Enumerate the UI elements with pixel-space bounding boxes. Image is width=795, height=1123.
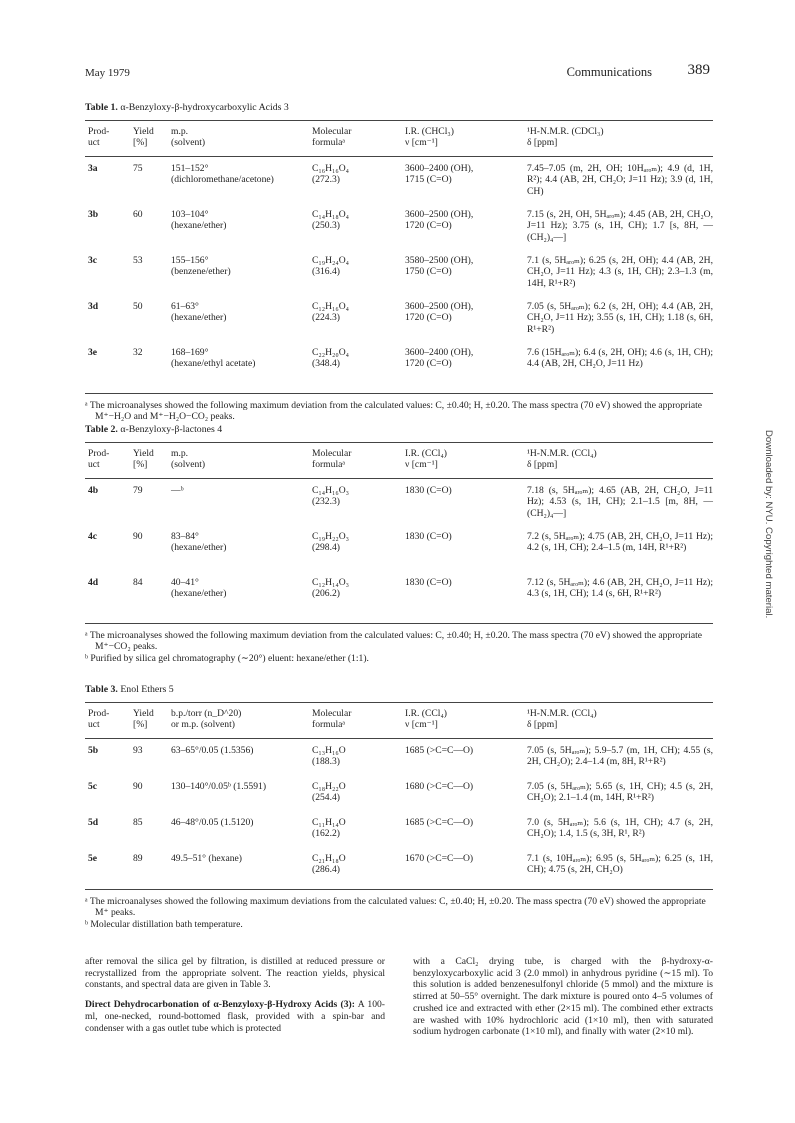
table-header-row [85,448,713,478]
table-body [85,157,713,393]
cell-mp: 155–156° (benzene/ether) [171,254,231,278]
cell-mp: 151–152° (dichloromethane/acetone) [171,162,274,186]
cell-mp: 49.5–51° (hexane) [171,852,242,864]
column-header: I.R. (CCl₄) ν [cm⁻¹] [405,447,447,471]
cell-id: 5e [88,852,98,864]
cell-yield: 93 [133,744,143,756]
body-paragraph [85,999,385,1034]
cell-formula: C₁₉H₂₂O₃ (298.4) [312,530,349,554]
table-caption [85,684,713,696]
cell-nmr: 7.05 (s, 5Hₐᵣₒₘ); 5.9–5.7 (m, 1H, CH); 4.55 (s, 2H, CH₂O); 2.4–1.4 (m, 8H, R¹+R²) [527,744,713,768]
column-header: Prod- uct [88,125,110,149]
cell-mp: 130–140°/0.05ᵇ (1.5591) [171,780,267,792]
cell-nmr: 7.1 (s, 10Hₐᵣₒₘ); 6.95 (s, 5Hₐᵣₒₘ); 6.25 (s, 1H, CH); 4.75 (s, 2H, CH₂O) [527,852,713,876]
table-caption [85,102,713,114]
table-row [85,817,713,853]
footnote: ᵃ The microanalyses showed the following maximum deviation from the calculated values: C, ±0.40; H, ±0.20. The mass spectra (70 eV) showed the appropriate M⁺−H₂O and M⁺−H₂O−CO₂ peaks. [85,399,703,423]
table-top-rule [85,442,713,443]
table-label: Table 2. [85,424,118,435]
cell-nmr: 7.05 (s, 5Hₐᵣₒₘ); 5.65 (s, 1H, CH); 4.5 (s, 2H, CH₂O); 2.1–1.4 (m, 14H, R¹+R²) [527,780,713,804]
cell-ir: 3600–2400 (OH), 1715 (C=O) [405,162,474,186]
cell-nmr: 7.1 (s, 5Hₐᵣₒₘ); 6.25 (s, 2H, OH); 4.4 (AB, 2H, CH₂O, J=11 Hz); 4.3 (s, 1H, CH); 2.3–1.3 (m, 14H, R¹+R²) [527,254,713,289]
table-3 [85,684,713,931]
table-row [85,209,713,255]
column-header: m.p. (solvent) [171,125,206,149]
table-footnotes [85,896,713,931]
cell-nmr: 7.2 (s, 5Hₐᵣₒₘ); 4.75 (AB, 2H, CH₂O, J=11 Hz); 4.2 (s, 1H, CH); 2.4–1.5 (m, 14H, R¹+R²) [527,530,713,554]
cell-ir: 3600–2500 (OH), 1720 (C=O) [405,208,474,232]
cell-mp: 168–169° (hexane/ethyl acetate) [171,346,256,370]
table-row [85,781,713,817]
table-row [85,485,713,531]
cell-id: 4d [88,576,99,588]
procedure-heading: Direct Dehydrocarbonation of α-Benzyloxy-β-Hydroxy Acids (3): [85,999,355,1011]
table-body [85,479,713,623]
procedure-text: A 100-ml, one-necked, round-bottomed flask, provided with a spin-bar and condenser with a gas outlet tube which is protected [85,999,386,1034]
table-label: Table 1. [85,102,118,113]
table-title: α-Benzyloxy-β-hydroxycarboxylic Acids 3 [120,102,289,113]
table-top-rule [85,120,713,121]
table-title: Enol Ethers 5 [120,684,174,695]
cell-ir: 1685 (>C=C—O) [405,816,474,828]
table-bottom-rule [85,393,713,394]
cell-ir: 1680 (>C=C—O) [405,780,474,792]
cell-yield: 90 [133,530,143,542]
cell-mp: 61–63° (hexane/ether) [171,300,227,324]
column-header: I.R. (CCl₄) ν [cm⁻¹] [405,707,447,731]
cell-ir: 1685 (>C=C—O) [405,744,474,756]
body-paragraph: with a CaCl₂ drying tube, is charged with the β-hydroxy-α-benzyloxycarboxylic acid 3 (2.0 mmol) in anhydrous pyridine (∼15 ml). To this solution is added benzenesulfonyl chloride (5 mmol) and the mixture is stirred at 50–55° overnight. The dark mixture is poured onto 4–5 volumes of crushed ice and extracted with ether (2×15 ml). The combined ether extracts are washed with 10% hydrochloric acid (1×10 ml), then with saturated sodium hydrogen carbonate (1×10 ml), and finally with water (2×10 ml). [413,956,713,1038]
cell-formula: C₁₂H₁₆O₄ (224.3) [312,300,349,324]
column-header: b.p./torr (n_D^20) or m.p. (solvent) [171,707,242,731]
cell-mp: 83–84° (hexane/ether) [171,530,227,554]
cell-ir: 3600–2400 (OH), 1720 (C=O) [405,346,474,370]
table-footnotes [85,400,713,424]
table-top-rule [85,702,713,703]
watermark-text: Downloaded by: NYU. Copyrighted material. [763,430,774,619]
table-header-row [85,708,713,738]
table-bottom-rule [85,889,713,890]
cell-id: 3e [88,346,98,358]
column-header: ¹H-N.M.R. (CCl₄) δ [ppm] [527,707,597,731]
cell-yield: 60 [133,208,143,220]
cell-ir: 3600–2500 (OH), 1720 (C=O) [405,300,474,324]
column-header: Molecular formulaᵃ [312,125,352,149]
table-row [85,531,713,577]
cell-yield: 79 [133,484,143,496]
header-section: Communications [566,65,652,79]
table-row [85,853,713,889]
table-footnotes [85,630,713,665]
footnote: ᵃ The microanalyses showed the following maximum deviation from the calculated values: C, ±0.40; H, ±0.20. The mass spectra (70 eV) showed the appropriate M⁺−CO₂ peaks. [85,629,703,653]
body-paragraph: after removal the silica gel by filtration, is distilled at reduced pressure or recrystallized from the appropriate solvent. The reaction yields, physical constants, and spectral data are given in Table 3. [85,956,385,991]
cell-formula: C₁₃H₁₆O (188.3) [312,744,346,768]
cell-formula: C₁₄H₁₈O₄ (250.3) [312,208,349,232]
header-date: May 1979 [85,67,130,79]
cell-nmr: 7.15 (s, 2H, OH, 5Hₐᵣₒₘ); 4.45 (AB, 2H, CH₂O, J=11 Hz); 3.75 (s, 1H, CH); 1.7 [s, 8H, —(CH₂)₄—] [527,208,713,243]
table-body [85,739,713,889]
table-row [85,255,713,301]
cell-nmr: 7.18 (s, 5Hₐᵣₒₘ); 4.65 (AB, 2H, CH₂O, J=11 Hz); 4.53 (s, 1H, CH); 2.1–1.5 [m, 8H, —(CH₂)₄—] [527,484,713,519]
cell-nmr: 7.45–7.05 (m, 2H, OH; 10Hₐᵣₒₘ); 4.9 (d, 1H, R²); 4.4 (AB, 2H, CH₂O; J=11 Hz); 3.9 (d, 1H, CH) [527,162,713,197]
column-header: ¹H-N.M.R. (CDCl₃) δ [ppm] [527,125,604,149]
body-column-left [85,956,385,1034]
column-header: Molecular formulaᵃ [312,707,352,731]
download-watermark [762,430,776,760]
cell-yield: 90 [133,780,143,792]
body-column-right [413,956,713,1038]
cell-nmr: 7.0 (s, 5Hₐᵣₒₘ); 5.6 (s, 1H, CH); 4.7 (s, 2H, CH₂O); 1.4, 1.5 (s, 3H, R¹, R²) [527,816,713,840]
cell-yield: 75 [133,162,143,174]
column-header: Molecular formulaᵃ [312,447,352,471]
cell-id: 4c [88,530,98,542]
cell-id: 5d [88,816,99,828]
page-number: 389 [687,62,710,78]
cell-id: 3b [88,208,99,220]
column-header: Prod- uct [88,707,110,731]
cell-id: 5c [88,780,98,792]
cell-formula: C₁₉H₂₄O₄ (316.4) [312,254,349,278]
table-row [85,745,713,781]
column-header: m.p. (solvent) [171,447,206,471]
table-row [85,163,713,209]
column-header: Yield [%] [133,447,154,471]
running-header [85,63,710,83]
cell-yield: 85 [133,816,143,828]
table-bottom-rule [85,623,713,624]
table-row [85,347,713,393]
cell-nmr: 7.12 (s, 5Hₐᵣₒₘ); 4.6 (AB, 2H, CH₂O, J=11 Hz); 4.3 (s, 1H, CH); 1.4 (s, 6H, R¹+R²) [527,576,713,600]
footnote: ᵇ Purified by silica gel chromatography (∼20°) eluent: hexane/ether (1:1). [85,653,369,665]
cell-id: 4b [88,484,99,496]
column-header: I.R. (CHCl₃) ν [cm⁻¹] [405,125,454,149]
table-title: α-Benzyloxy-β-lactones 4 [120,424,223,435]
column-header: Prod- uct [88,447,110,471]
cell-formula: C₁₁H₁₄O (162.2) [312,816,346,840]
table-row [85,577,713,623]
footnote: ᵇ Molecular distillation bath temperature. [85,919,243,931]
cell-id: 3c [88,254,98,266]
table-caption [85,424,713,436]
table-2 [85,424,713,665]
column-header: Yield [%] [133,125,154,149]
cell-formula: C₂₂H₂₀O₄ (348.4) [312,346,349,370]
footnote: ᵃ The microanalyses showed the following maximum deviations from the calculated values: C, ±0.40; H, ±0.20. The mass spectra (70 eV) showed the appropriate M⁺ peaks. [85,895,706,919]
cell-yield: 53 [133,254,143,266]
cell-yield: 89 [133,852,143,864]
cell-formula: C₁₂H₁₄O₃ (206.2) [312,576,349,600]
cell-nmr: 7.6 (15Hₐᵣₒₘ); 6.4 (s, 2H, OH); 4.6 (s, 1H, CH); 4.4 (AB, 2H, CH₂O, J=11 Hz) [527,346,713,370]
cell-id: 3a [88,162,98,174]
cell-nmr: 7.05 (s, 5Hₐᵣₒₘ); 6.2 (s, 2H, OH); 4.4 (AB, 2H, CH₂O, J=11 Hz); 3.55 (s, 1H, CH); 1.18 (s, 6H, R¹+R²) [527,300,713,335]
cell-yield: 84 [133,576,143,588]
cell-ir: 1830 (C=O) [405,576,452,588]
table-header-row [85,126,713,156]
cell-mp: 63–65°/0.05 (1.5356) [171,744,254,756]
cell-formula: C₁₆H₁₆O₄ (272.3) [312,162,349,186]
table-row [85,301,713,347]
cell-ir: 3580–2500 (OH), 1750 (C=O) [405,254,474,278]
cell-mp: —ᵇ [171,484,184,496]
cell-formula: C₁₄H₁₆O₃ (232.3) [312,484,349,508]
cell-mp: 103–104° (hexane/ether) [171,208,227,232]
cell-id: 5b [88,744,99,756]
cell-mp: 40–41° (hexane/ether) [171,576,227,600]
table-label: Table 3. [85,684,118,695]
column-header: ¹H-N.M.R. (CCl₄) δ [ppm] [527,447,597,471]
cell-yield: 50 [133,300,143,312]
cell-yield: 32 [133,346,143,358]
cell-ir: 1830 (C=O) [405,484,452,496]
cell-formula: C₂₁H₁₈O (286.4) [312,852,346,876]
cell-formula: C₁₈H₂₂O (254.4) [312,780,346,804]
cell-id: 3d [88,300,99,312]
cell-ir: 1670 (>C=C—O) [405,852,474,864]
cell-ir: 1830 (C=O) [405,530,452,542]
table-1 [85,102,713,423]
column-header: Yield [%] [133,707,154,731]
cell-mp: 46–48°/0.05 (1.5120) [171,816,254,828]
